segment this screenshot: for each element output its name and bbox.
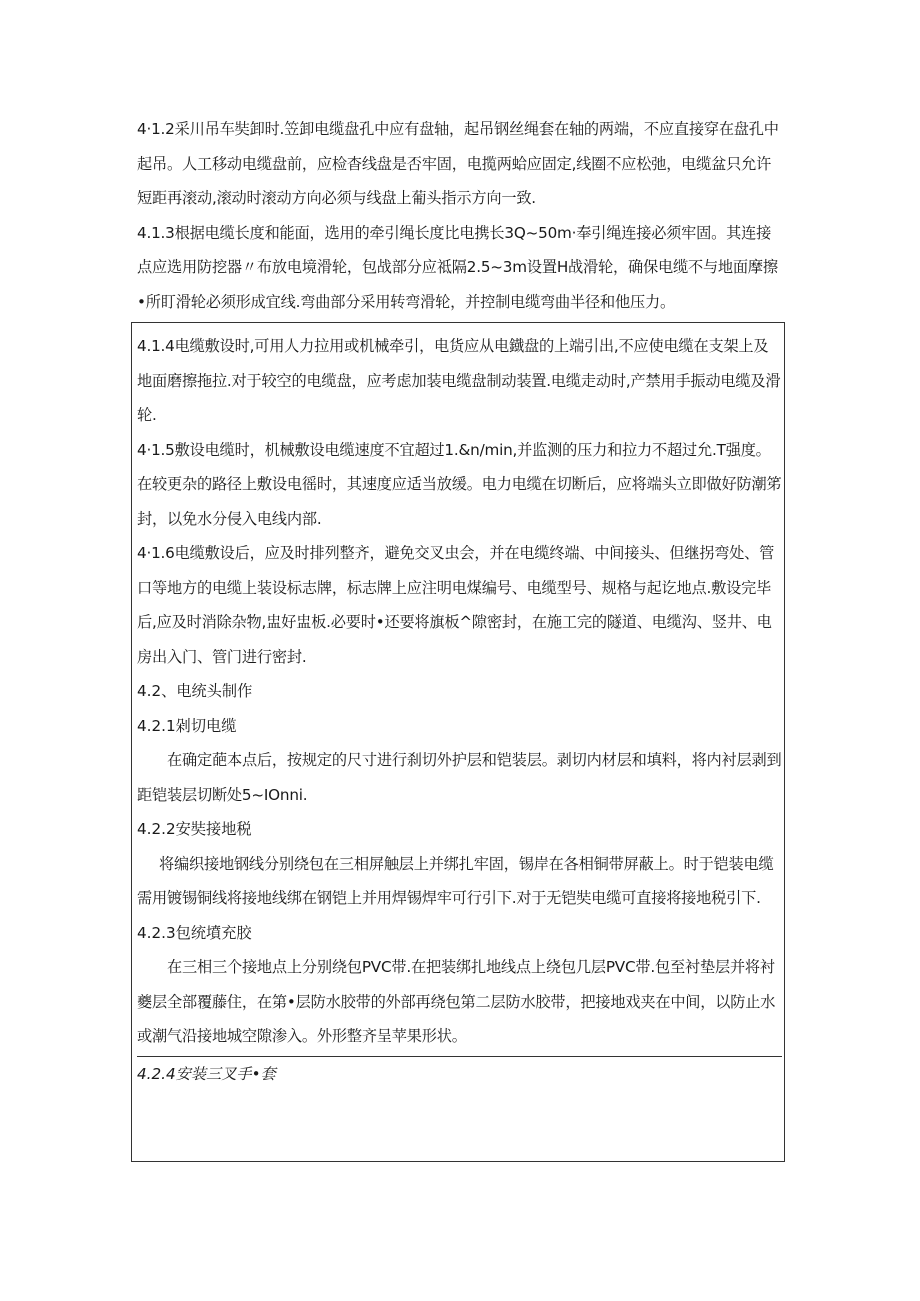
paragraph-4-2-1: 在确定葩本点后，按规定的尺寸进行刹切外护层和铠装层。剥切内材层和填料，将内衬层剥到距铠装层切断处5~IOnni.: [137, 751, 782, 804]
subsection-heading-4-2-1: 4.2.1剁切电缆: [137, 716, 237, 735]
paragraph-4-1-3: 4.1.3根据电缆长度和能面，选用的牵引绳长度比电携长3Q~50m·奉引绳连接必须牢固。其连接点应选用防挖器〃布放电境滑轮，包战部分应祗隔2.5~3m设置H战滑轮，确保电缆不与地面摩擦•所盯滑轮必须形成宜线.弯曲部分采用转弯滑轮，并控制电缆弯曲半径和他压力。: [137, 223, 778, 311]
paragraph-4-1-2: 4·1.2采川吊车奘卸时.笠卸电缆盘孔中应有盘轴，起吊钢丝绳套在轴的两端，不应直接穿在盘孔中起吊。人工移动电缆盘前，应检杳线盘是否牢固，电揽两蛤应固定,线圈不应松弛，电缆盆只允许短距再滚动,滚动时滚动方向必须与线盘上葡头指示方向一致.: [137, 120, 779, 207]
paragraph-4-1-6: 4·1.6电缆敷设后，应及时排列整齐，避免交叉虫会，并在电缆终端、中间接头、但继拐弯处、管口等地方的电缆上装设标志牌，标志牌上应注明电煤编号、电缆型号、规格与起讫地点.敷设完毕后,应及时消除杂物,盅好盅板.必要时•还要将旗板^隙密封，在施工完的隧道、电缆沟、竖井、电房出入门、管门进行密封.: [137, 544, 775, 666]
subsection-heading-4-2-3: 4.2.3包统墳充胶: [137, 923, 252, 942]
paragraph-4-1-5: 4·1.5敷设电缆时，机械敷设电缆速度不宜超过1.&n/min,并监测的压力和拉力不超过允.T强度。在较更杂的路径上敷设电徭时，其速度应适当放缓。电力电缆在切断后，应将端头立即做好防潮笫封，以免水分侵入电线内部.: [137, 440, 782, 528]
boxed-content: [137, 329, 782, 1091]
top-text-block: [137, 112, 785, 319]
row-divider: [137, 1056, 782, 1057]
paragraph-4-1-4: 4.1.4电缆敷设时,可用人力拉用或机械牵引，电货应从电鐡盘的上端引出,不应使电缆在支架上及地面磨擦拖拉.对于较空的电缆盘，应考虑加装电缆盘制动装置.电缆走动时,产禁用手振动电缆及滑轮.: [137, 337, 781, 424]
bordered-table-cell: [131, 322, 785, 1162]
section-heading-4-2: 4.2、电统头制作: [137, 682, 253, 700]
subsection-heading-4-2-2: 4.2.2安奘接地税: [137, 820, 252, 838]
paragraph-4-2-2: 将编织接地钢线分别绕包在三相屏触层上并绑扎牢固，锡岸在各相铜带屏蔽上。时于铠装电缆需用镀锡铜线将接地线绑在钢铠上并用焊锡焊牢可行引下.对于无铠奘电缆可直接将接地税引下.: [137, 854, 774, 907]
paragraph-4-2-3: 在三相三个接地点上分别绕包PVC带.在把装绑扎地线点上绕包几层PVC带.包至衬垫层并将衬夔层全部覆藤住，在第•层防水胶带的外部再绕包第二层防水胶带，把接地戏夹在中间，以防止水或潮气沿接地城空隙渗入。外形整齐呈苹果形状。: [137, 958, 776, 1045]
subsection-heading-4-2-4: 4.2.4安装三叉手•套: [137, 1064, 276, 1083]
